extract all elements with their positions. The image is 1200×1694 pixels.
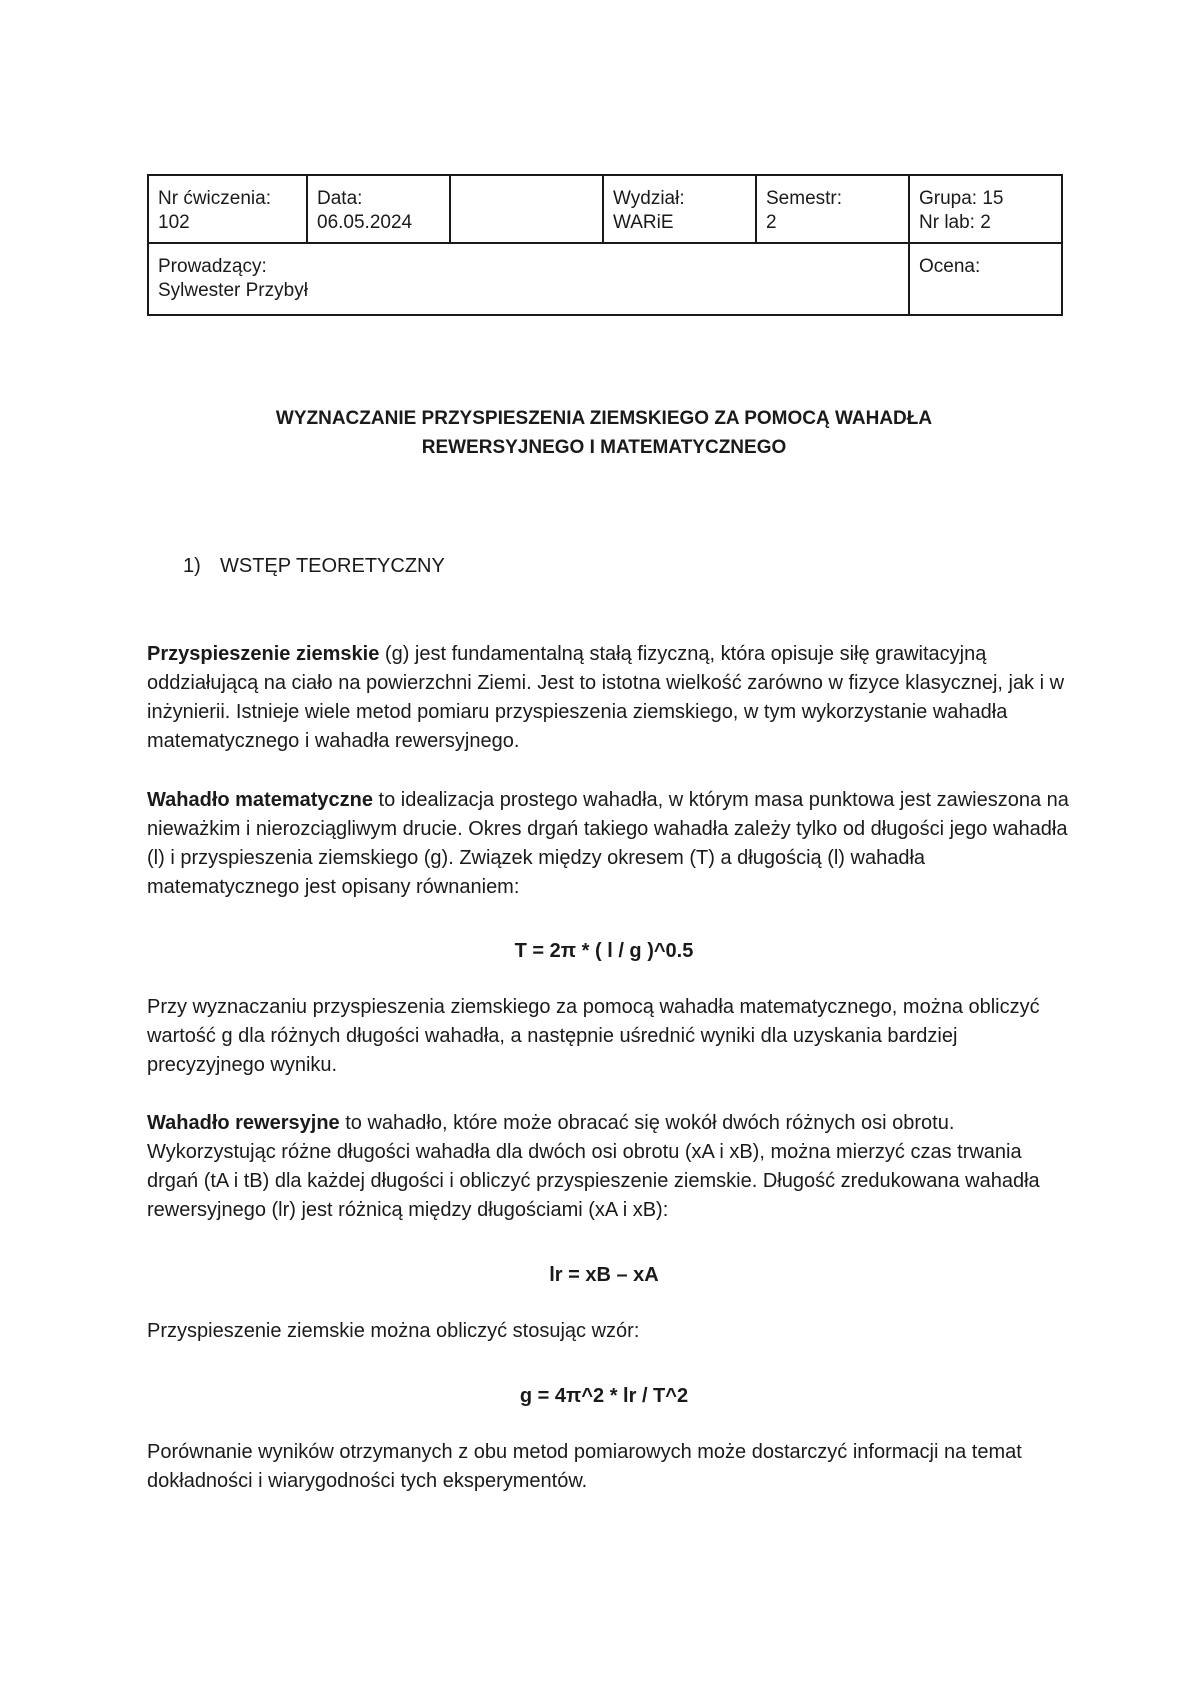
group-label: Grupa: 15 [919,188,1004,209]
document-title [147,404,1061,462]
semester-value: 2 [766,212,777,233]
paragraph-reversible-text: to wahadło, które może obracać się wokół dwóch różnych osi obrotu. Wykorzystując różne długości wahadła dla dwóch osi obrotu (xA i xB), można mierzyć czas trwania drgań (tA i tB) dla każdej długości i obliczyć przyspieszenie ziemskie. Długość zredukowana wahadła rewersyjnego (lr) jest różnicą między długościami (xA i xB): [147,1112,1040,1221]
term-reversible: Wahadło rewersyjne [147,1112,340,1134]
paragraph-comparison [147,1438,1069,1496]
paragraph-formula-intro-text: Przyspieszenie ziemskie można obliczyć stosując wzór: [147,1320,640,1342]
paragraph-gravity [147,640,1069,756]
paragraph-comparison-text: Porównanie wyników otrzymanych z obu metod pomiarowych może dostarczyć informacji na temat dokładności i wiarygodności tych eksperymentów. [147,1441,1022,1492]
teacher-value: Sylwester Przybył [158,280,308,301]
date-cell [307,175,450,243]
teacher-label: Prowadzący: [158,256,267,277]
grade-label: Ocena: [919,256,981,277]
paragraph-formula-intro [147,1317,1069,1346]
title-line-2: REWERSYJNEGO I MATEMATYCZNEGO [421,437,787,458]
empty-cell [450,175,603,243]
header-table [147,174,1063,316]
section-number: 1) [183,555,201,577]
term-gravity: Przyspieszenie ziemskie [147,643,380,665]
faculty-cell [603,175,756,243]
faculty-value: WARiE [613,212,674,233]
paragraph-reversible [147,1109,1069,1225]
teacher-cell [148,243,909,315]
lab-label: Nr lab: 2 [919,212,991,233]
date-label: Data: [317,188,363,209]
exercise-value: 102 [158,212,190,233]
formula-period: T = 2π * ( l / g )^0.5 [514,940,694,962]
faculty-label: Wydział: [613,188,685,209]
semester-cell [756,175,909,243]
group-cell [909,175,1062,243]
exercise-cell [148,175,307,243]
title-line-1: WYZNACZANIE PRZYSPIESZENIA ZIEMSKIEGO ZA POMOCĄ WAHADŁA [275,408,933,429]
paragraph-math-pendulum [147,786,1069,902]
paragraph-averaging-text: Przy wyznaczaniu przyspieszenia ziemskiego za pomocą wahadła matematycznego, można obliczyć wartość g dla różnych długości wahadła, a następnie uśrednić wyniki dla uzyskania bardziej precyzyjnego wyniku. [147,996,1040,1076]
formula-reduced-length: lr = xB – xA [549,1264,659,1286]
paragraph-averaging [147,993,1069,1080]
term-math-pendulum: Wahadło matematyczne [147,789,373,811]
paragraph-math-pendulum-text: to idealizacja prostego wahadła, w którym masa punktowa jest zawieszona na nieważkim i nierozciągliwym drucie. Okres drgań takiego wahadła zależy tylko od długości jego wahadła (l) i przyspieszenia ziemskiego (g). Związek między okresem (T) a długością (l) wahadła matematycznego jest opisany równaniem: [147,789,1069,898]
paragraph-gravity-text: (g) jest fundamentalną stałą fizyczną, która opisuje siłę grawitacyjną oddziałującą na ciało na powierzchni Ziemi. Jest to istotna wielkość zarówno w fizyce klasycznej, jak i w inżynierii. Istnieje wiele metod pomiaru przyspieszenia ziemskiego, w tym wykorzystanie wahadła matematycznego i wahadła rewersyjnego. [147,643,1065,752]
formula-gravity: g = 4π^2 * lr / T^2 [519,1385,689,1407]
grade-cell [909,243,1062,315]
date-value: 06.05.2024 [317,212,413,233]
section-title: WSTĘP TEORETYCZNY [220,555,445,577]
section-heading [183,553,445,579]
semester-label: Semestr: [766,188,843,209]
exercise-label: Nr ćwiczenia: [158,188,271,209]
